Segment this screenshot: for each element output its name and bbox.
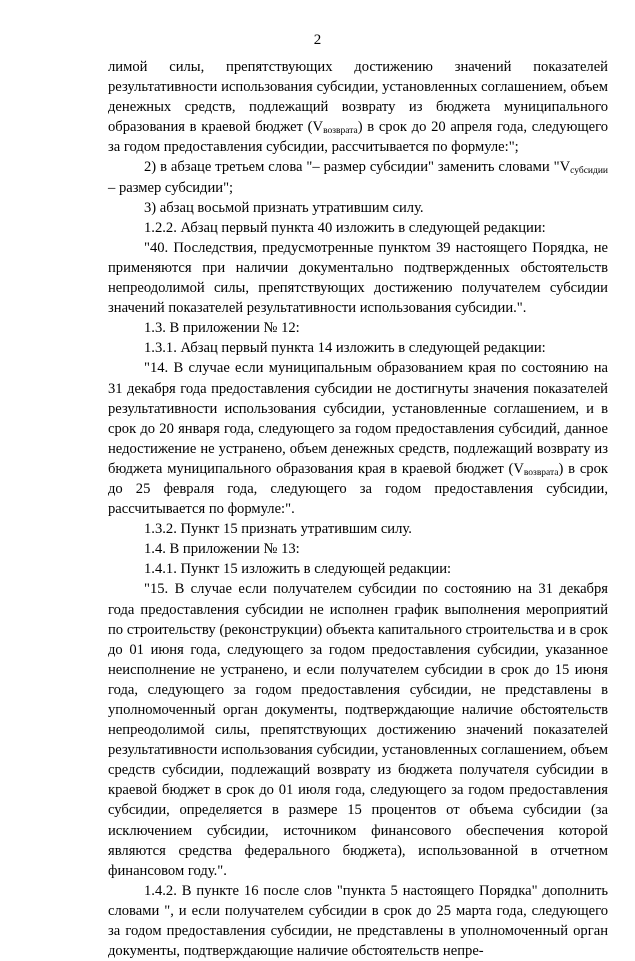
paragraph-1-4-2: 1.4.2. В пункте 16 после слов "пункта 5 настоящего Порядка" дополнить словами ", и если получателем субсидии в срок до 25 марта года, следующего за годом предоставления субсидии, не представлены в уполномоченный орган документы, подтверждающие наличие обстоятельств непре- <box>108 882 608 960</box>
paragraph-text: лимой силы, препятствующих достижению значений показателей результативности использования субсидии, установленных соглашением, объем денежных средств, подлежащий возврату из бюджета муниципального образования в краевой бюджет (V <box>108 59 608 136</box>
document-body <box>108 57 608 961</box>
paragraph-quote-40: "40. Последствия, предусмотренные пунктом 39 настоящего Порядка, не применяются при наличии документально подтвержденных обстоятельств непреодолимой силы, препятствующих достижению получателем субсидии значений показателей результативности использования субсидии.". <box>108 239 608 317</box>
paragraph-text-tail: – размер субсидии"; <box>108 179 234 196</box>
paragraph-1-3-1: 1.3.1. Абзац первый пункта 14 изложить в следующей редакции: <box>144 340 546 357</box>
subscript-vozvrata: возврата <box>323 126 358 137</box>
paragraph-item-2 <box>108 157 608 197</box>
paragraph-1-2-2: 1.2.2. Абзац первый пункта 40 изложить в следующей редакции: <box>144 219 546 236</box>
paragraph-text-tail: ) в срок до 20 апреля года, следующего за годом предоставления субсидии, рассчитывается по формуле:"; <box>108 119 608 156</box>
paragraph-quote-14 <box>108 358 608 519</box>
paragraph-item-3: 3) абзац восьмой признать утратившим силу. <box>144 199 424 216</box>
paragraph-quote-15: "15. В случае если получателем субсидии по состоянию на 31 декабря года предоставления субсидии не исполнен график выполнения мероприятий по строительству (реконструкции) объекта капитального строительства и в срок до 01 июня года, следующего за годом предоставления субсидии, указанное неисполнение не устранено, и если получателем субсидии в срок до 15 июня года, следующего за годом предоставления субсидии, не представлены в уполномоченный орган документы, подтверждающие наличие обстоятельств непреодолимой силы, препятствующих достижению значений показателей результативности использования субсидии, установленных соглашением, объем средств субсидии, подлежащий возврату из бюджета получателя субсидии в краевой бюджет в срок до 01 июля года, следующего за годом предоставления субсидии, определяется в размере 15 процентов от объема субсидии (за исключением субсидии, источником финансового обеспечения которой являются средства федерального бюджета), использованной в отчетном финансовом году.". <box>108 581 608 879</box>
subscript-vozvrata: возврата <box>523 467 559 478</box>
paragraph-1-4: 1.4. В приложении № 13: <box>144 541 300 558</box>
paragraph-1-3: 1.3. В приложении № 12: <box>144 320 300 337</box>
page-number: 2 <box>313 32 322 48</box>
paragraph-1-3-2: 1.3.2. Пункт 15 признать утратившим силу. <box>144 521 412 538</box>
paragraph-text: 2) в абзаце третьем слова "– размер субсидии" заменить словами "V <box>144 159 571 176</box>
subscript-subsidii: субсидии <box>570 166 608 177</box>
paragraph-text-tail: ) в срок до 25 февраля года, следующего за годом предоставления субсидии, рассчитывается по формуле:". <box>108 460 608 518</box>
paragraph-continuation <box>108 57 608 157</box>
paragraph-text: "14. В случае если муниципальным образованием края по состоянию на 31 декабря года предоставления субсидии не достигнуты значения показателей результативности использования субсидии, установленные соглашением, и в срок до 20 января года, следующего за годом предоставления субсидий, данное недостижение не устранено, объем денежных средств, подлежащий возврату из бюджета муниципального образования края в краевой бюджет (V <box>108 360 608 477</box>
paragraph-1-4-1: 1.4.1. Пункт 15 изложить в следующей редакции: <box>144 561 452 578</box>
